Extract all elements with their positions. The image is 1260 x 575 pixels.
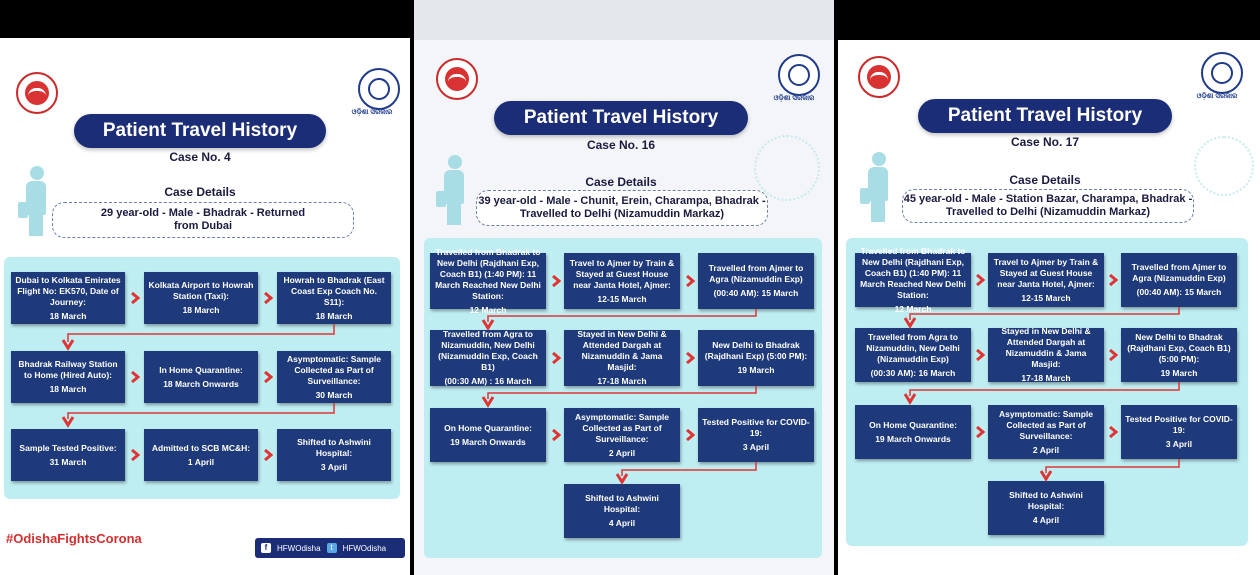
case-details-label: Case Details [1009,173,1081,187]
arrow-right-icon [263,371,273,383]
case-details-label: Case Details [164,185,236,199]
twitter-handle: HFWOdisha [342,543,387,553]
twitter-icon: t [327,543,337,553]
flow-step-4: Travelled from Agra to Nizamuddin, New Delhi (Nizamuddin Exp) (00:30 AM): 16 March [855,328,971,382]
row-connector [838,459,1260,483]
arrow-right-icon [263,292,273,304]
row-connector [414,386,834,410]
odisha-emblem-icon [358,68,400,110]
case-details-box [476,190,768,226]
arrow-right-icon [975,274,985,286]
row-connector [0,403,410,431]
flow-step-9: Tested Positive for COVID-19: 3 April [698,408,814,462]
arrow-right-icon [130,449,140,461]
case-number: Case No. 17 [1010,135,1080,149]
flow-step-2: Kolkata Airport to Howrah Station (Taxi): 18 March [144,272,258,324]
flow-step-4: Travelled from Agra to Nizamuddin, New Delhi (Nizamuddin Exp, Coach B1) (00:30 AM) : 16 March [430,330,546,386]
arrow-right-icon [975,426,985,438]
arrow-right-icon [1108,426,1118,438]
flow-step-9: Tested Positive for COVID-19: 3 April [1121,405,1237,459]
arrow-right-icon [1108,349,1118,361]
case-details-box [902,189,1194,223]
facebook-icon: f [261,543,271,553]
emblem-caption: ଓଡ଼ିଶା ସରକାର [351,109,393,116]
arrow-right-icon [130,292,140,304]
flow-step-2: Travel to Ajmer by Train & Stayed at Guest House near Janta Hotel, Ajmer: 12-15 March [988,253,1104,307]
flow-step-5: Stayed in New Delhi & Attended Dargah at Nizamuddin & Jama Masjid: 17-18 March [564,330,680,386]
flow-step-5: In Home Quarantine: 18 March Onwards [144,351,258,403]
infographic-case-4 [0,38,410,575]
flow-step-7: Sample Tested Positive: 31 March [11,429,125,481]
arrow-right-icon [1108,274,1118,286]
case-details-text: 45 year-old - Male - Station Bazar, Charampa, Bhadrak - Travelled to Delhi (Nizamuddin Markaz) [903,193,1193,218]
flow-step-8: Admitted to SCB MC&H: 1 April [144,429,258,481]
facebook-handle: HFWOdisha [277,543,321,553]
row-connector [414,462,834,486]
row-connector [838,307,1260,331]
flow-step-1: Dubai to Kolkata Emirates Flight No: EK570, Date of Journey: 18 March [11,272,125,324]
case-details-box [52,202,354,238]
hashtag: #OdishaFightsCorona [6,531,142,546]
national-health-mission-logo-icon [16,72,58,114]
flow-step-3: Howrah to Bhadrak (East Coast Exp Coach No. S11): 18 March [277,272,391,324]
arrow-right-icon [685,352,695,364]
flow-step-8: Asymptomatic: Sample Collected as Part of Surveillance: 2 April [564,408,680,462]
emblem-caption: ଓଡ଼ିଶା ସରକାର [1196,93,1238,100]
row-connector [838,382,1260,407]
national-health-mission-logo-icon [436,58,478,100]
odisha-emblem-icon [1201,52,1243,94]
flow-step-6: New Delhi to Bhadrak (Rajdhani Exp, Coach B1) (5:00 PM): 19 March [1121,328,1237,382]
flow-step-8: Asymptomatic: Sample Collected as Part of Surveillance: 2 April [988,405,1104,459]
arrow-right-icon [551,352,561,364]
case-details-text: 39 year-old - Male - Chunit, Erein, Charampa, Bhadrak - Travelled to Delhi (Nizamuddin Markaz) [478,195,766,220]
virus-icon [754,135,820,201]
flow-step-6: Asymptomatic: Sample Collected as Part of Surveillance: 30 March [277,351,391,403]
flow-step-3: Travelled from Ajmer to Agra (Nizamuddin Exp) (00:40 AM): 15 March [698,253,814,309]
flow-step-2: Travel to Ajmer by Train & Stayed at Guest House near Janta Hotel, Ajmer: 12-15 March [564,253,680,309]
flow-step-1: Travelled from Bhadrak to New Delhi (Rajdhani Exp, Coach B1) (1:40 PM): 11 March Reached New Delhi Station: 12 March [430,253,546,309]
infographic-case-16 [414,0,834,575]
flow-step-9: Shifted to Ashwini Hospital: 3 April [277,429,391,481]
page-title: Patient Travel History [494,101,748,135]
arrow-right-icon [263,449,273,461]
flow-step-10: Shifted to Ashwini Hospital: 4 April [564,484,680,538]
case-details-label: Case Details [585,175,657,189]
national-health-mission-logo-icon [858,56,900,98]
emblem-caption: ଓଡ଼ିଶା ସରକାର [773,95,815,102]
flow-step-1: Travelled from Bhadrak to New Delhi (Rajdhani Exp, Coach B1) (1:40 PM): 11 March Reached New Delhi Station: 12 March [855,253,971,307]
flow-step-4: Bhadrak Railway Station to Home (Hired Auto): 18 March [11,351,125,403]
arrow-right-icon [551,429,561,441]
flow-step-3: Travelled from Ajmer to Agra (Nizamuddin Exp) (00:40 AM): 15 March [1121,253,1237,307]
arrow-right-icon [130,371,140,383]
flow-step-5: Stayed in New Delhi & Attended Dargah at Nizamuddin & Jama Masjid: 17-18 March [988,328,1104,382]
infographic-case-17 [838,40,1260,575]
row-connector [414,309,834,333]
row-connector [0,324,410,354]
social-handles [255,538,405,558]
arrow-right-icon [685,275,695,287]
arrow-right-icon [685,429,695,441]
page-title: Patient Travel History [74,114,326,148]
page-title: Patient Travel History [918,99,1172,133]
flow-step-7: On Home Quarantine: 19 March Onwards [430,408,546,462]
flow-step-10: Shifted to Ashwini Hospital: 4 April [988,481,1104,535]
case-details-text: 29 year-old - Male - Bhadrak - Returned from Dubai [100,207,306,232]
flow-step-7: On Home Quarantine: 19 March Onwards [855,405,971,459]
case-number: Case No. 4 [169,150,231,164]
case-number: Case No. 16 [586,138,656,152]
odisha-emblem-icon [778,54,820,96]
arrow-right-icon [551,275,561,287]
arrow-right-icon [975,349,985,361]
flow-step-6: New Delhi to Bhadrak (Rajdhani Exp) (5:00 PM): 19 March [698,330,814,386]
virus-icon [1194,136,1254,196]
